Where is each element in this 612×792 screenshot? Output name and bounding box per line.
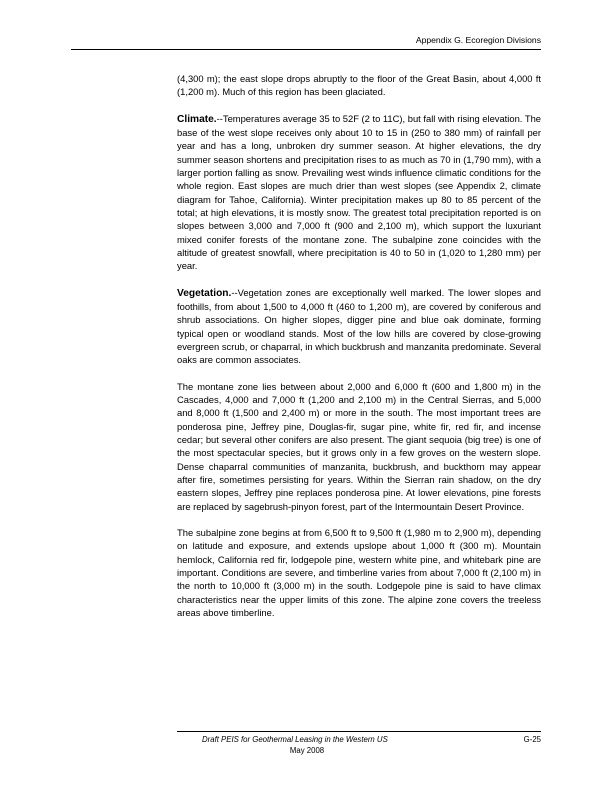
- header-divider: [71, 49, 541, 50]
- paragraph-text: The subalpine zone begins at from 6,500 ft to 9,500 ft (1,980 m to 2,900 m), depending on latitude and exposure, and extends upslope about 1,000 ft (300 m). Mountain hemlock, California red fir, lodgepole pine, western white pine, and whitebark pine are important. Conditions are severe, and timberline varies from about 7,000 ft (2,100 m) in the north to 10,000 ft (3,000 m) in the south. Lodgepole pine is said to have climax characteristics near the upper limits of this zone. The alpine zone covers the treeless areas above timberline.: [177, 527, 541, 618]
- section-heading-vegetation: Vegetation.: [177, 287, 232, 299]
- paragraph-text: The montane zone lies between about 2,000 and 6,000 ft (600 and 1,800 m) in the Cascades, 4,000 and 7,000 ft (1,200 and 2,100 m) in the Central Sierras, and 5,000 and 8,000 ft (1,500 and 2,400 m) or more in the south. The most important trees are ponderosa pine, Jeffrey pine, Douglas-fir, sugar pine, white fir, red fir, and incense cedar; but several other conifers are also present. The giant sequoia (big tree) is one of the most spectacular species, but it grows only in a few groves on the western slope. Dense chaparral communities of manzanita, buckbrush, and buckthorn may appear after fire, sometimes persisting for years. Within the Sierran rain shadow, on the dry eastern slopes, Jeffrey pine replaces ponderosa pine. At lower elevations, pine forests are replaced by sagebrush-pinyon forest, part of the Intermountain Desert Province.: [177, 380, 541, 512]
- paragraph-text: --Vegetation zones are exceptionally well marked. The lower slopes and foothills, from about 1,500 to 4,000 ft (460 to 1,200 m), are covered by coniferous and shrub associations. On higher slopes, digger pine and blue oak dominate, forming typical open or woodland stands. Most of the low hills are covered by close-growing evergreen scrub, or chaparral, in which buckbrush and manzanita predominate. Several oaks are common associates.: [177, 286, 541, 366]
- footer-date: May 2008: [289, 746, 325, 755]
- document-body: [177, 72, 541, 632]
- paragraph-intro-continuation: [177, 72, 541, 99]
- footer-document-title: Draft PEIS for Geothermal Leasing in the Western US: [202, 735, 388, 744]
- paragraph-text: --Temperatures average 35 to 52F (2 to 11C), but fall with rising elevation. The base of the west slope receives only about 10 to 15 in (250 to 380 mm) of rainfall per year and has a long, unbroken dry summer season. At higher elevations, the dry summer season shortens and precipitation rises to as much as 70 in (1,790 mm), with a larger portion falling as snow. Prevailing west winds influence climatic conditions for the whole region. East slopes are much drier than west slopes (see Appendix 2, climate diagram for Tahoe, California). Winter precipitation makes up 80 to 85 percent of the total; at high elevations, it is mostly snow. The greatest total precipitation reported is on slopes between 3,000 and 7,000 ft (900 and 2,100 m), which support the luxuriant mixed conifer forests of the montane zone. The subalpine zone coincides with the altitude of greatest snowfall, where precipitation is 40 to 50 in (1,020 to 1,280 mm) per year.: [177, 112, 541, 272]
- paragraph-montane-zone: [177, 380, 541, 513]
- page-number: G-25: [523, 735, 541, 744]
- section-heading-climate: Climate.: [177, 113, 217, 125]
- footer-divider: [177, 731, 541, 732]
- paragraph-subalpine-zone: [177, 526, 541, 619]
- paragraph-climate: [177, 112, 541, 273]
- running-header: Appendix G. Ecoregion Divisions: [415, 35, 541, 45]
- paragraph-text: (4,300 m); the east slope drops abruptly to the floor of the Great Basin, about 4,000 ft (1,200 m). Much of this region has been glaciated.: [177, 73, 541, 98]
- paragraph-vegetation: [177, 286, 541, 367]
